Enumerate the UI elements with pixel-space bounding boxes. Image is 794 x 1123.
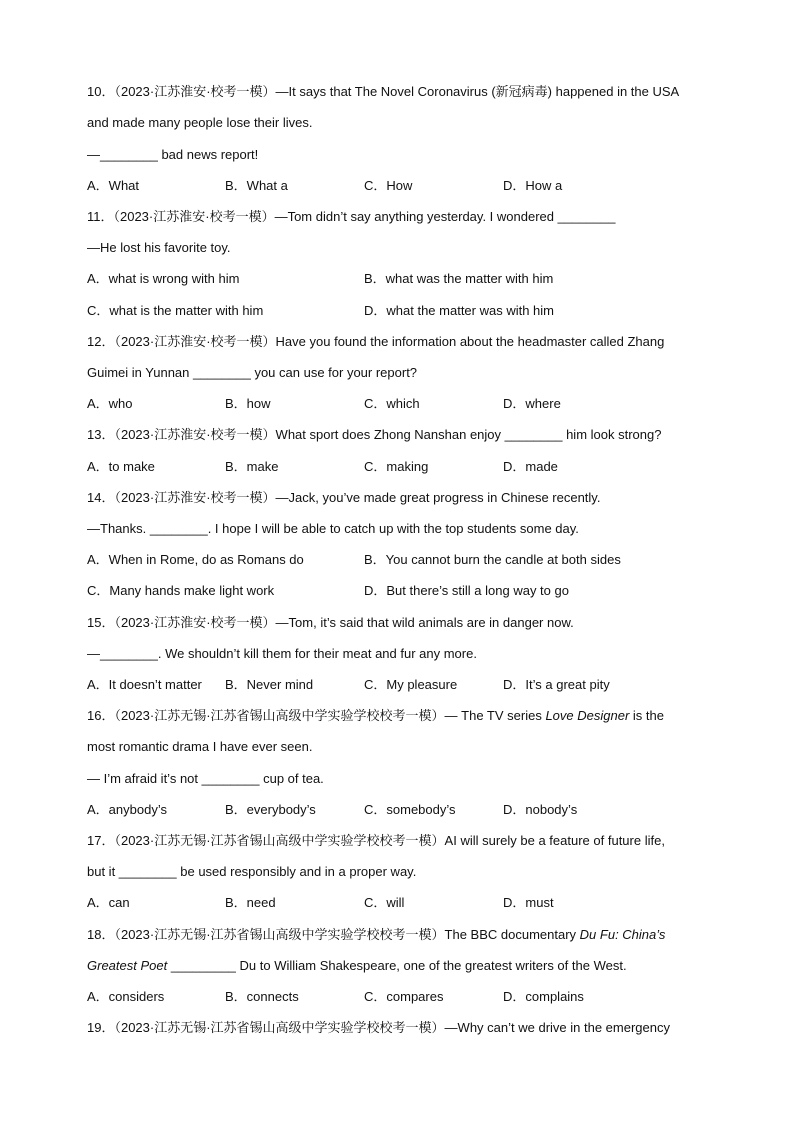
question-10-line-1: 10．（2023·江苏淮安·校考一模）—It says that The Novel Coronavirus (新冠病毒) happened in the USA <box>87 84 680 99</box>
question-11-option-b: B．what was the matter with him <box>364 271 554 286</box>
question-19-source: 19．（2023·江苏无锡·江苏省锡山高级中学实验学校校考一模） <box>87 1020 445 1035</box>
question-16-source: 16．（2023·江苏无锡·江苏省锡山高级中学实验学校校考一模） <box>87 708 445 723</box>
question-14-option-a: A．When in Rome, do as Romans do <box>87 552 304 567</box>
question-13-option-b: B．make <box>225 459 279 474</box>
question-14-option-c: C．Many hands make light work <box>87 583 275 598</box>
question-13-source: 13．（2023·江苏淮安·校考一模） <box>87 427 276 442</box>
question-18-option-c: C．compares <box>364 989 444 1004</box>
question-11-line-1: 11．（2023·江苏淮安·校考一模）—Tom didn’t say anything yesterday. I wondered ________ <box>87 209 616 224</box>
question-11-option-a: A．what is wrong with him <box>87 271 240 286</box>
question-17-source: 17．（2023·江苏无锡·江苏省锡山高级中学实验学校校考一模） <box>87 833 445 848</box>
question-15-option-a: A．It doesn’t matter <box>87 677 202 692</box>
question-18-option-b: B．connects <box>225 989 299 1004</box>
question-12-option-c: C．which <box>364 396 420 411</box>
question-15-option-d: D．It’s a great pity <box>503 677 610 692</box>
question-17-line-1: 17．（2023·江苏无锡·江苏省锡山高级中学实验学校校考一模）AI will surely be a feature of future life, <box>87 833 665 848</box>
question-10-option-a: A．What <box>87 178 140 193</box>
question-10-option-c: C．How <box>364 178 413 193</box>
question-17-option-a: A．can <box>87 895 130 910</box>
question-14-option-b: B．You cannot burn the candle at both sides <box>364 552 621 567</box>
question-16-title-italic: Love Designer <box>545 708 630 723</box>
question-12-line-1: 12．（2023·江苏淮安·校考一模）Have you found the information about the headmaster called Zhang <box>87 334 665 349</box>
question-19-line-1: 19．（2023·江苏无锡·江苏省锡山高级中学实验学校校考一模）—Why can’t we drive in the emergency <box>87 1020 670 1035</box>
question-11-line-2: —He lost his favorite toy. <box>87 240 231 255</box>
question-15-option-b: B．Never mind <box>225 677 314 692</box>
question-16-option-c: C．somebody’s <box>364 802 456 817</box>
question-18-option-a: A．considers <box>87 989 165 1004</box>
question-13-option-c: C．making <box>364 459 429 474</box>
question-12-option-d: D．where <box>503 396 561 411</box>
question-16-line-2: most romantic drama I have ever seen. <box>87 739 313 754</box>
question-10-option-d: D．How a <box>503 178 563 193</box>
question-18-source: 18．（2023·江苏无锡·江苏省锡山高级中学实验学校校考一模） <box>87 927 445 942</box>
question-16-option-a: A．anybody’s <box>87 802 167 817</box>
question-16-line-1: 16．（2023·江苏无锡·江苏省锡山高级中学实验学校校考一模）— The TV series Love Designer is the <box>87 708 664 723</box>
question-12-source: 12．（2023·江苏淮安·校考一模） <box>87 334 276 349</box>
question-11-option-d: D．what the matter was with him <box>364 303 555 318</box>
question-15-source: 15．（2023·江苏淮安·校考一模） <box>87 615 276 630</box>
question-13-option-a: A．to make <box>87 459 155 474</box>
question-13-option-d: D．made <box>503 459 558 474</box>
question-17-option-b: B．need <box>225 895 276 910</box>
question-15-line-1: 15．（2023·江苏淮安·校考一模）—Tom, it’s said that wild animals are in danger now. <box>87 615 574 630</box>
question-17-option-d: D．must <box>503 895 554 910</box>
question-12-option-a: A．who <box>87 396 133 411</box>
question-14-line-1: 14．（2023·江苏淮安·校考一模）—Jack, you’ve made great progress in Chinese recently. <box>87 490 601 505</box>
question-15-option-c: C．My pleasure <box>364 677 458 692</box>
question-17-option-c: C．will <box>364 895 405 910</box>
question-12-option-b: B．how <box>225 396 271 411</box>
question-16-option-d: D．nobody’s <box>503 802 578 817</box>
question-16-line-3: — I’m afraid it’s not ________ cup of tea. <box>87 771 324 786</box>
question-14-option-d: D．But there’s still a long way to go <box>364 583 569 598</box>
question-18-title-italic-2: Greatest Poet <box>87 958 168 973</box>
question-10-line-2: and made many people lose their lives. <box>87 115 313 130</box>
question-18-option-d: D．complains <box>503 989 584 1004</box>
question-10-source: 10．（2023·江苏淮安·校考一模） <box>87 84 276 99</box>
question-11-option-c: C．what is the matter with him <box>87 303 264 318</box>
question-10-option-b: B．What a <box>225 178 288 193</box>
question-11-source: 11．（2023·江苏淮安·校考一模） <box>87 209 275 224</box>
question-18-line-2: Greatest Poet _________ Du to William Shakespeare, one of the greatest writers of the West. <box>87 958 627 973</box>
question-12-line-2: Guimei in Yunnan ________ you can use for your report? <box>87 365 418 380</box>
question-13-line-1: 13．（2023·江苏淮安·校考一模）What sport does Zhong Nanshan enjoy ________ him look strong? <box>87 427 662 442</box>
question-17-line-2: but it ________ be used responsibly and in a proper way. <box>87 864 417 879</box>
question-15-line-2: —________. We shouldn’t kill them for their meat and fur any more. <box>87 646 477 661</box>
question-10-line-3: —________ bad news report! <box>87 147 259 162</box>
question-14-line-2: —Thanks. ________. I hope I will be able to catch up with the top students some day. <box>87 521 579 536</box>
question-16-option-b: B．everybody’s <box>225 802 316 817</box>
question-18-line-1: 18．（2023·江苏无锡·江苏省锡山高级中学实验学校校考一模）The BBC documentary Du Fu: China’s <box>87 927 666 942</box>
question-18-title-italic-1: Du Fu: China’s <box>579 927 666 942</box>
question-14-source: 14．（2023·江苏淮安·校考一模） <box>87 490 276 505</box>
